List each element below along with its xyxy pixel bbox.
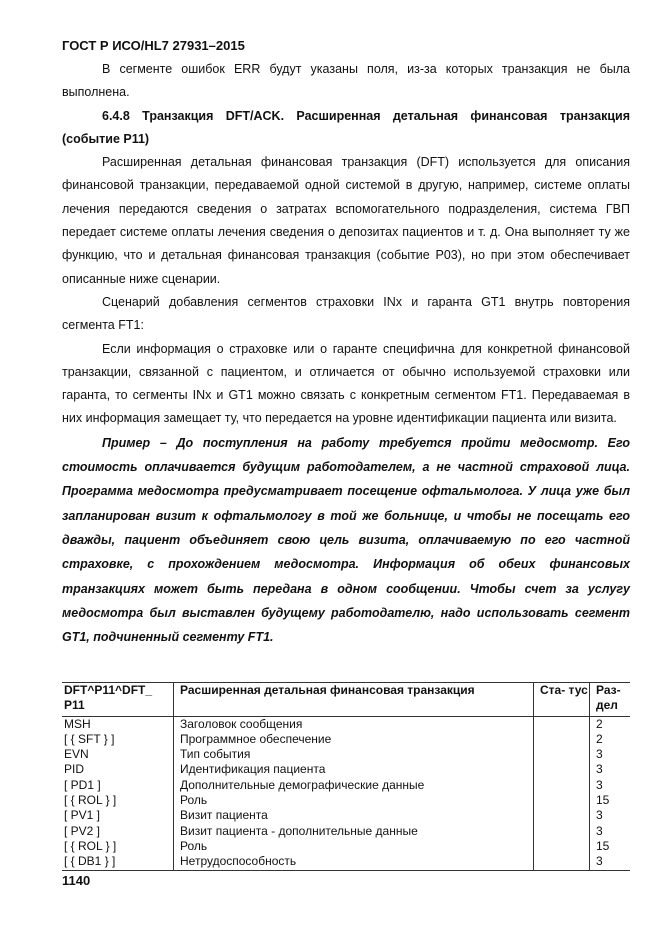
segment-section: 2: [590, 716, 631, 732]
table-row: [62, 762, 630, 777]
table-header-row: [62, 683, 630, 717]
example-paragraph: Пример – До поступления на работу требуется пройти медосмотр. Его стоимость оплачивается будущим работодателем, а не частной страховой лица. Программа медосмотра предусматривает посещение офтальмолога. У лица уже был запланирован визит к офтальмологу в той же больнице, и чтобы не посещать его дважды, пациент объединяет свою цель визита, оплачиваемую по его частной страховке, с прохождением медосмотра. Информация об обеих финансовых транзакциях может быть передана в одном сообщении. Чтобы счет за услугу медосмотра был выставлен будущему работодателю, надо использовать сегмент GT1, подчиненный сегменту FT1.: [62, 435, 630, 645]
segment-status: [534, 778, 590, 793]
segment-status: [534, 808, 590, 823]
table-row: [62, 854, 630, 870]
segment-description: Идентификация пациента: [174, 762, 534, 777]
segment-section: 3: [590, 747, 631, 762]
segment-section: 2: [590, 732, 631, 747]
segment-status: [534, 762, 590, 777]
header-description: Расширенная детальная финансовая транзакция: [174, 683, 534, 717]
segment-description: Роль: [174, 793, 534, 808]
header-section: Раз- дел: [590, 683, 631, 717]
segment-code: [ { ROL } ]: [64, 793, 117, 808]
table-row: [62, 716, 630, 732]
table-row: [62, 808, 630, 823]
segment-status: [534, 854, 590, 870]
segment-description: Заголовок сообщения: [174, 716, 534, 732]
segment-description: Визит пациента - дополнительные данные: [174, 824, 534, 839]
segment-code: [ PV2 ]: [64, 823, 101, 838]
table-row: [62, 732, 630, 747]
segment-description: Роль: [174, 839, 534, 854]
segment-code: [ { SFT } ]: [64, 731, 115, 746]
segment-description: Тип события: [174, 747, 534, 762]
body-text: [62, 58, 630, 649]
segment-description: Программное обеспечение: [174, 732, 534, 747]
table-row: [62, 747, 630, 762]
segment-code: PID: [64, 762, 85, 777]
segment-code: [ { DB1 } ]: [64, 854, 116, 869]
segment-section: 3: [590, 854, 631, 870]
header-message: DFT^P11^DFT_ P11: [64, 683, 153, 713]
segment-code: [ PD1 ]: [64, 777, 101, 792]
segment-code: [ PV1 ]: [64, 808, 101, 823]
segment-section: 3: [590, 762, 631, 777]
segment-status: [534, 716, 590, 732]
page-number: 1140: [62, 873, 91, 888]
segment-status: [534, 747, 590, 762]
table-row: [62, 778, 630, 793]
segment-code: EVN: [64, 747, 89, 762]
segment-status: [534, 793, 590, 808]
paragraph-scenario: Сценарий добавления сегментов страховки INx и гаранта GT1 внутрь повторения сегмента FT1:: [62, 294, 630, 333]
paragraph-insurance: Если информация о страховке или о гаранте специфична для конкретной финансовой транзакции, связанной с пациентом, и отличается от обычно используемой страховки или гаранта, то сегменты INx и GT1 можно связать с конкретным сегментом FT1. Передаваемая в них информация замещает ту, что передается на уровне идентификации пациента или визита.: [62, 341, 630, 426]
paragraph-err: В сегменте ошибок ERR будут указаны поля, из-за которых транзакция не была выполнена.: [62, 62, 630, 100]
segment-description: Дополнительные демографические данные: [174, 778, 534, 793]
segment-description: Нетрудоспособность: [174, 854, 534, 870]
segment-section: 15: [590, 793, 631, 808]
section-heading: 6.4.8 Транзакция DFT/ACK. Расширенная детальная финансовая транзакция (событие P11): [62, 108, 630, 146]
segment-description: Визит пациента: [174, 808, 534, 823]
segment-table: [62, 682, 630, 871]
document-header: ГОСТ Р ИСО/HL7 27931–2015: [62, 38, 245, 53]
segment-status: [534, 839, 590, 854]
segment-section: 3: [590, 808, 631, 823]
segment-status: [534, 732, 590, 747]
segment-status: [534, 824, 590, 839]
paragraph-dft-intro: Расширенная детальная финансовая транзакция (DFT) используется для описания финансовой транзакции, передаваемой одной системой в другую, например, системе оплаты лечения передаются сведения о затратах вспомогательного подразделения, система ГВП передает системе оплаты лечения сведения о депозитах пациентов и т. д. Она выполняет ту же функцию, что и детальная финансовая транзакция (событие P03), но при этом обеспечивает описанные ниже сценарии.: [62, 155, 630, 286]
segment-section: 3: [590, 778, 631, 793]
segment-code: [ { ROL } ]: [64, 838, 117, 853]
segment-section: 3: [590, 824, 631, 839]
table-row: [62, 793, 630, 808]
segment-code: MSH: [64, 716, 91, 731]
header-status: Ста- тус: [534, 683, 590, 717]
table-row: [62, 824, 630, 839]
segment-section: 15: [590, 839, 631, 854]
table-row: [62, 839, 630, 854]
